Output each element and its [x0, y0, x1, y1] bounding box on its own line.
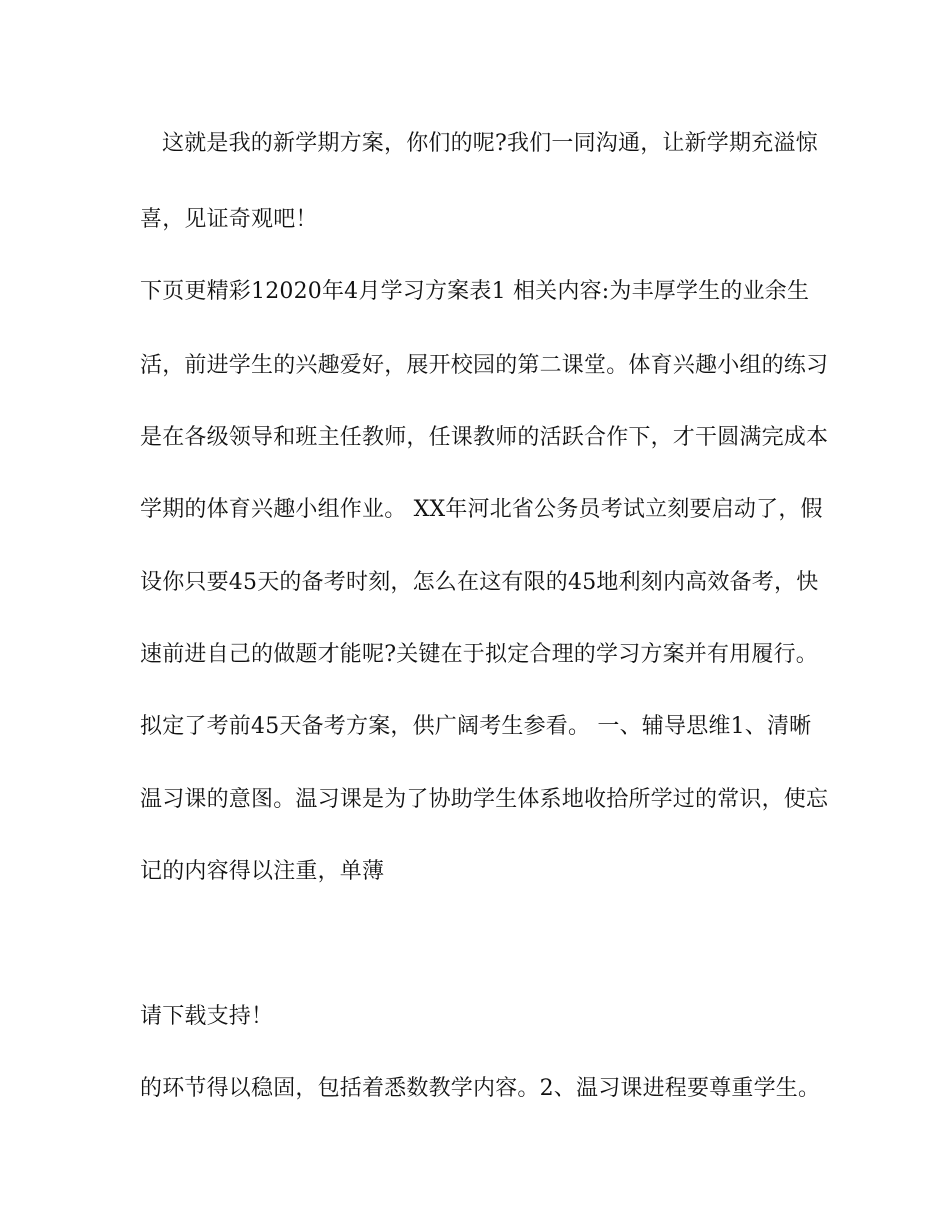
paragraph-line-7: 设你只要45天的备考时刻，怎么在这有限的45地利刻内高效备考，快: [140, 570, 819, 595]
paragraph-line-3: 下页更精彩12020年4月学习方案表1 相关内容:为丰厚学生的业余生: [140, 279, 810, 304]
paragraph-line-9: 拟定了考前45天备考方案，供广阔考生参看。 一、辅导思维1、清晰: [140, 714, 812, 739]
paragraph-line-4: 活，前进学生的兴趣爱好，展开校园的第二课堂。体育兴趣小组的练习: [140, 353, 829, 378]
paragraph-line-10: 温习课的意图。温习课是为了协助学生体系地收拾所学过的常识，使忘: [140, 787, 829, 812]
paragraph-line-8: 速前进自己的做题才能呢?关键在于拟定合理的学习方案并有用履行。: [140, 642, 818, 667]
paragraph-line-2: 喜，见证奇观吧！: [140, 207, 318, 232]
paragraph-line-11: 记的内容得以注重，单薄: [140, 859, 385, 884]
continuation-line: 的环节得以稳固，包括着悉数教学内容。2、温习课进程要尊重学生。: [140, 1076, 821, 1101]
paragraph-line-5: 是在各级领导和班主任教师，任课教师的活跃合作下，才干圆满完成本: [140, 425, 829, 450]
download-notice: 请下载支持！: [140, 1004, 274, 1029]
paragraph-line-1: 这就是我的新学期方案，你们的呢?我们一同沟通，让新学期充溢惊: [162, 131, 818, 156]
paragraph-line-6: 学期的体育兴趣小组作业。 XX年河北省公务员考试立刻要启动了，假: [140, 497, 823, 522]
